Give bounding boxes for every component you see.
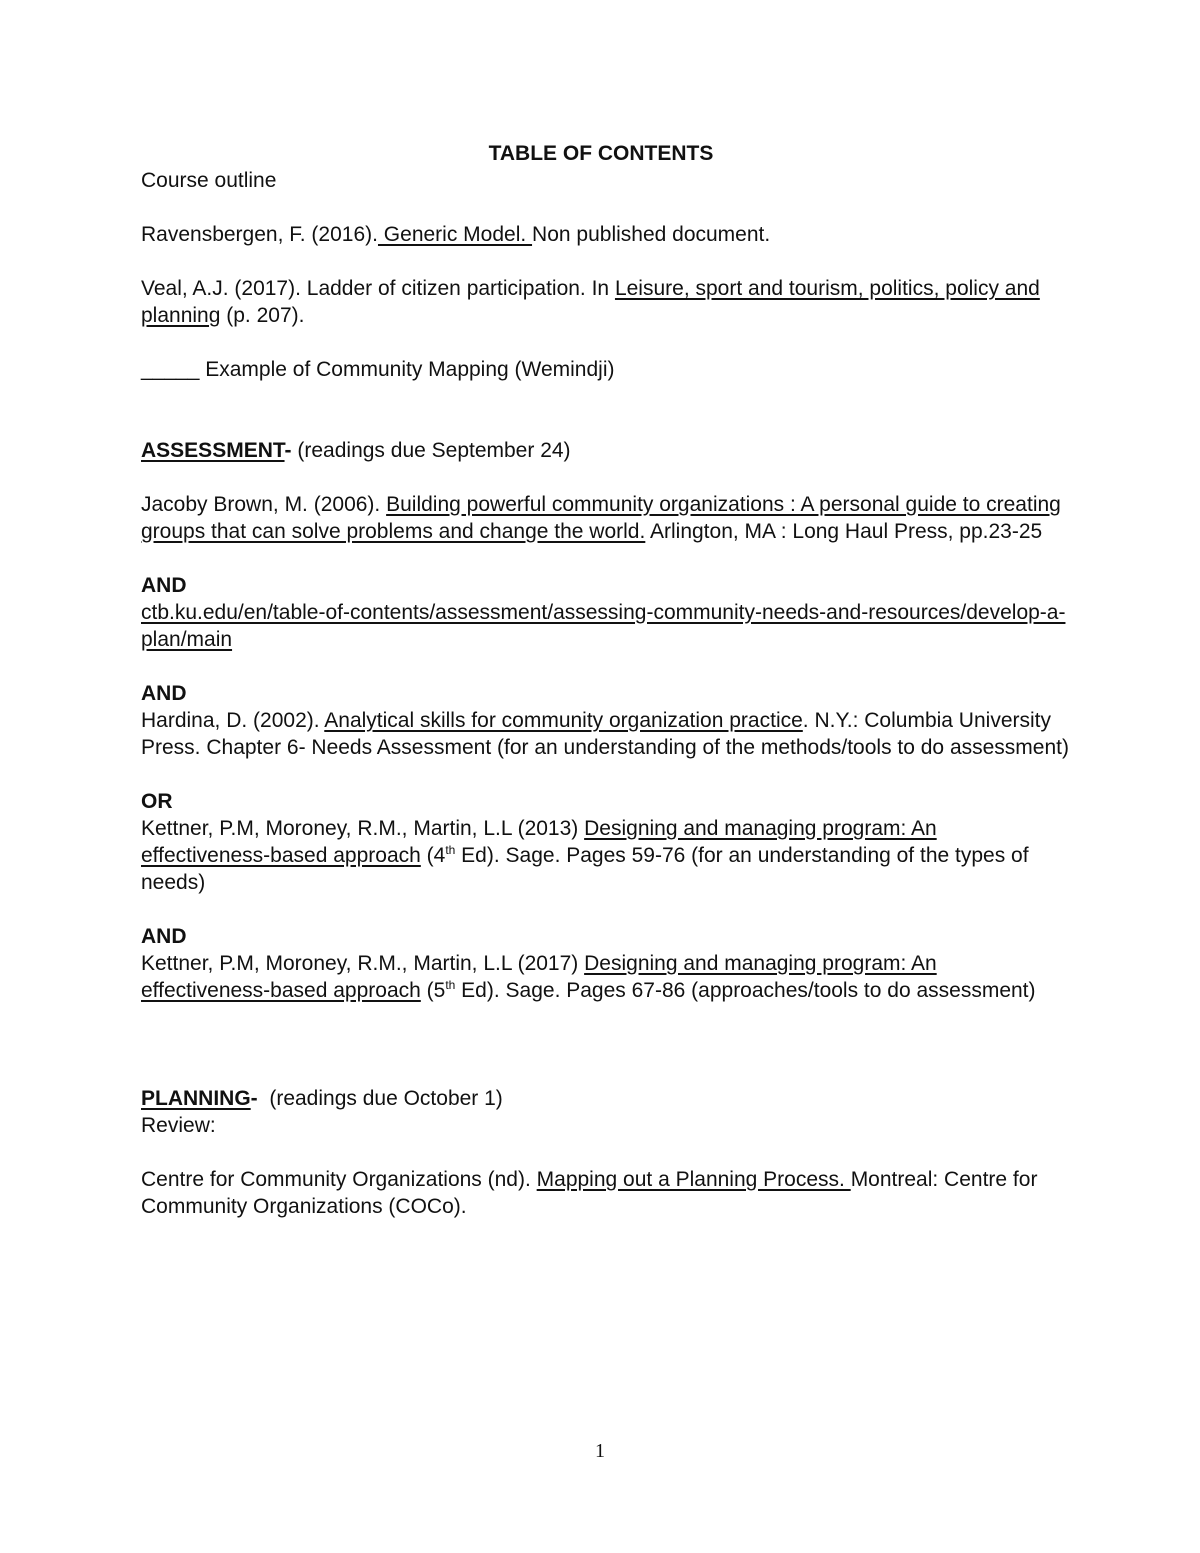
citation-title: Designing and managing program: An effectiveness-based approach — [141, 952, 937, 1002]
ordinal-suffix: th — [445, 843, 456, 857]
citation-author: Centre for Community Organizations (nd). — [141, 1168, 537, 1191]
page-content — [141, 140, 1071, 1220]
planning-section-heading — [141, 1085, 1071, 1112]
citation-author: Jacoby Brown, M. (2006). — [141, 493, 387, 516]
citation-author: Hardina, D. (2002). — [141, 709, 325, 732]
assessment-section-heading — [141, 437, 1071, 464]
citation-edition: (4 — [420, 844, 446, 867]
citation-title: Building powerful community organizations : A personal guide to creating groups that can solve problems and change the world. — [141, 493, 1061, 543]
page-number: 1 — [595, 1440, 605, 1462]
citation-author: Kettner, P.M, Moroney, R.M., Martin, L.L (2013) — [141, 817, 585, 840]
citation-author: Kettner, P.M, Moroney, R.M., Martin, L.L (2017) — [141, 952, 585, 975]
citation-source: (p. 207). — [220, 304, 305, 327]
section-note: (readings due October 1) — [257, 1087, 503, 1110]
connector-and: AND — [141, 925, 187, 948]
mapping-text: Example of Community Mapping (Wemindji) — [199, 358, 615, 381]
citation-title: Designing and managing program: An effectiveness-based approach — [141, 817, 937, 867]
connector-or: OR — [141, 790, 173, 813]
citation-jacoby-brown — [141, 491, 1071, 545]
citation-title: Mapping out a Planning Process. — [536, 1168, 851, 1191]
citation-source: Non published document. — [532, 223, 771, 246]
citation-ravensbergen — [141, 221, 1071, 248]
connector-and: AND — [141, 574, 187, 597]
course-outline-entry: Course outline — [141, 169, 277, 192]
citation-coco — [141, 1166, 1071, 1220]
ctb-link[interactable]: ctb.ku.edu/en/table-of-contents/assessment/assessing-community-needs-and-resources/develop-a-plan/main — [141, 601, 1066, 651]
citation-kettner-2017 — [141, 950, 1071, 1004]
review-label: Review: — [141, 1114, 216, 1137]
page-title: TABLE OF CONTENTS — [488, 142, 714, 165]
ordinal-suffix: th — [445, 978, 456, 992]
citation-source: Montreal: Centre for Community Organizations (COCo). — [141, 1168, 1038, 1218]
citation-title: Leisure, sport and tourism, politics, policy and planning — [141, 277, 1040, 327]
citation-title: Generic Model. — [377, 223, 533, 246]
citation-kettner-2013 — [141, 815, 1071, 896]
connector-and: AND — [141, 682, 187, 705]
section-title: PLANNING — [141, 1087, 251, 1110]
citation-author: Veal, A.J. (2017). Ladder of citizen participation. In — [141, 277, 615, 300]
citation-veal — [141, 275, 1071, 329]
citation-author: Ravensbergen, F. (2016). — [141, 223, 378, 246]
citation-source: Ed). Sage. Pages 59-76 (for an understanding of the types of needs) — [141, 844, 1029, 894]
section-note: (readings due September 24) — [291, 439, 571, 462]
blank-line: _____ — [141, 358, 200, 381]
citation-source: Arlington, MA : Long Haul Press, pp.23-25 — [645, 520, 1043, 543]
mapping-entry — [141, 356, 1071, 383]
section-title: ASSESSMENT — [141, 439, 285, 462]
citation-source: Ed). Sage. Pages 67-86 (approaches/tools to do assessment) — [455, 979, 1036, 1002]
section-dash: - — [250, 1087, 258, 1110]
citation-title: Analytical skills for community organization practice — [324, 709, 803, 732]
citation-hardina — [141, 707, 1071, 761]
citation-source: . N.Y.: Columbia University Press. Chapter 6- Needs Assessment (for an understanding of the methods/tools to do assessment) — [141, 709, 1069, 759]
citation-edition: (5 — [420, 979, 446, 1002]
section-dash: - — [284, 439, 292, 462]
